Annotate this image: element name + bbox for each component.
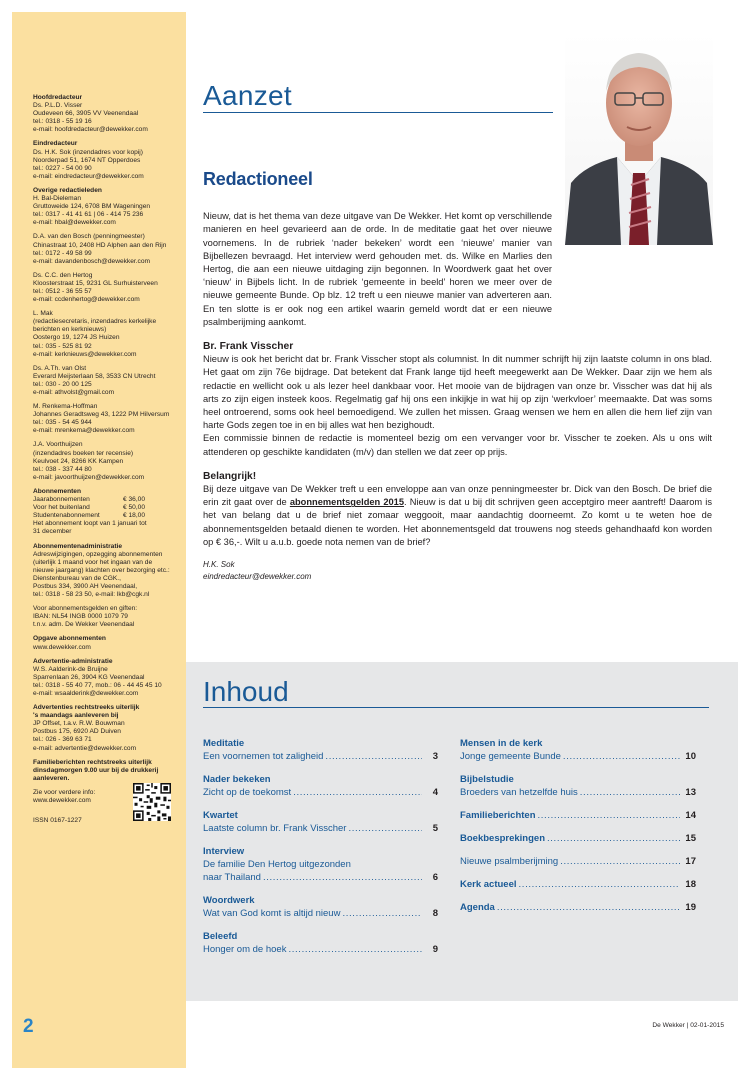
toc-leader-dots	[538, 809, 681, 822]
toc-entry-title[interactable]: Kerk actueel	[460, 879, 517, 890]
qr-code-icon[interactable]	[133, 783, 171, 821]
aanzet-title: Aanzet	[203, 80, 292, 111]
colophon-block	[33, 543, 183, 600]
colophon-block	[33, 759, 183, 783]
toc-entry[interactable]	[460, 901, 696, 914]
colophon-block	[33, 272, 183, 304]
section-heading-belangrijk: Belangrijk!	[203, 470, 257, 482]
toc-section	[460, 901, 696, 914]
toc-leader-dots	[560, 855, 680, 868]
colophon-heading: Familieberichten rechtstreeks uiterlijk	[33, 758, 152, 766]
colophon-block	[33, 441, 183, 481]
toc-section	[203, 809, 438, 835]
colophon-line: tel.: 030 - 20 00 125	[33, 380, 92, 388]
colophon-line: (uiterlijk 1 maand voor het ingaan van de	[33, 558, 153, 566]
toc-entry[interactable]	[460, 878, 696, 891]
colophon-line: Keulvoet 24, 8266 KK Kampen	[33, 457, 124, 465]
colophon-block	[33, 140, 183, 180]
toc-page-number: 3	[432, 751, 438, 762]
toc-section	[203, 930, 438, 956]
colophon-line: t.n.v. adm. De Wekker Veenendaal	[33, 621, 135, 629]
colophon-block	[33, 310, 183, 359]
toc-entry-title[interactable]: Boekbesprekingen	[460, 833, 545, 844]
colophon-line: Postbus 175, 6920 AD Duiven	[33, 728, 121, 736]
colophon-line: tel.: 0318 - 55 19 16	[33, 118, 92, 126]
info-link[interactable]: www.dewekker.com	[33, 797, 91, 805]
contact-link[interactable]: e-mail: hoofdredacteur@dewekker.com	[33, 126, 148, 134]
title-rule	[203, 112, 553, 113]
toc-section-title: Interview	[203, 846, 245, 857]
toc-left-column	[203, 737, 438, 966]
contact-link[interactable]: e-mail: javoorthuijzen@dewekker.com	[33, 473, 145, 481]
colophon-line: Kloosterstraat 15, 9231 GL Surhuisterveen	[33, 279, 158, 287]
price-row: Studentenabonnement € 18,00	[33, 512, 145, 520]
colophon-line: Everard Meijsterlaan 58, 3533 CN Utrecht	[33, 372, 156, 380]
contact-link[interactable]: e-mail: advertentie@dewekker.com	[33, 744, 137, 752]
colophon-line: berichten en kerknieuws)	[33, 326, 107, 334]
contact-link[interactable]: e-mail: mrenkema@dewekker.com	[33, 427, 135, 435]
toc-section	[203, 737, 438, 763]
colophon-block	[33, 94, 183, 134]
subscription-note: Het abonnement loopt van 1 januari tot	[33, 520, 147, 528]
info-line: Zie voor verdere info:	[33, 788, 96, 796]
colophon-heading: 's maandags aanleveren bij	[33, 712, 119, 720]
colophon-heading: Eindredacteur	[33, 140, 78, 148]
colophon-line: Oudeveen 66, 3905 VV Veenendaal	[33, 110, 139, 118]
table-of-contents	[186, 662, 738, 1001]
colophon-block	[33, 233, 183, 265]
toc-entry[interactable]	[203, 943, 438, 956]
signature	[203, 559, 712, 583]
footer-issue-info: De Wekker | 02-01-2015	[652, 1022, 724, 1029]
issn: ISSN 0167-1227	[33, 817, 82, 825]
toc-leader-dots	[519, 878, 680, 891]
toc-entry-title[interactable]: Laatste column br. Frank Visscher	[203, 823, 347, 834]
contact-link[interactable]: e-mail: eindredacteur@dewekker.com	[33, 172, 144, 180]
toc-page-number: 19	[685, 902, 696, 913]
toc-section	[203, 894, 438, 920]
contact-link[interactable]: tel.: 0318 - 58 23 50, e-mail: lkb@cgk.nl	[33, 591, 150, 599]
toc-leader-dots	[342, 907, 422, 920]
price-row: Jaarabonnementen € 36,00	[33, 496, 145, 504]
colophon-line: M. Renkema-Hoffman	[33, 403, 98, 411]
toc-leader-dots	[288, 943, 422, 956]
toc-entry[interactable]	[203, 822, 438, 835]
subscription-fees-link[interactable]: abonnementsgelden 2015	[289, 497, 405, 508]
colophon-line: Postbus 334, 3900 AH Veenendaal,	[33, 582, 138, 590]
toc-page-number: 8	[432, 908, 438, 919]
contact-link[interactable]: www.dewekker.com	[33, 643, 91, 651]
toc-leader-dots	[293, 786, 422, 799]
contact-link[interactable]: e-mail: athvolst@gmail.com	[33, 389, 115, 396]
toc-section	[203, 773, 438, 799]
toc-leader-dots	[497, 901, 680, 914]
subscriptions-block	[33, 488, 183, 537]
colophon-heading: Advertenties rechtstreeks uiterlijk	[33, 704, 140, 712]
toc-page-number: 10	[685, 751, 696, 762]
colophon-line: Ds. A.Th. van Olst	[33, 364, 87, 372]
colophon-line: Ds. H.K. Sok (inzendadres voor kopij)	[33, 148, 143, 156]
toc-section	[460, 855, 696, 868]
colophon-line: nieuwe jaargang) klachten over bezorging etc.:	[33, 566, 170, 574]
toc-page-number: 6	[432, 872, 438, 883]
toc-page-number: 18	[685, 879, 696, 890]
colophon-block	[33, 635, 183, 651]
toc-section	[460, 773, 696, 799]
colophon-block	[33, 403, 183, 435]
contact-link[interactable]: e-mail: kerknieuws@dewekker.com	[33, 350, 137, 358]
colophon-line: Ds. P.L.D. Visser	[33, 102, 83, 110]
toc-entry[interactable]	[203, 871, 438, 884]
editorial-heading: Redactioneel	[203, 169, 313, 189]
colophon-block	[33, 187, 183, 227]
toc-page-number: 13	[685, 787, 696, 798]
section-heading-frank-visscher: Br. Frank Visscher	[203, 341, 294, 353]
colophon-block	[33, 605, 183, 629]
colophon-line: Adreswijzigingen, opzegging abonnementen	[33, 550, 163, 558]
toc-entry-title[interactable]: Nieuwe psalmberijming	[460, 856, 559, 867]
colophon-contacts	[33, 94, 183, 482]
contact-link[interactable]: e-mail: ccdenhertog@dewekker.com	[33, 296, 140, 304]
colophon-line: W.S. Aalderink-de Bruijne	[33, 665, 108, 673]
toc-entry-title[interactable]: Agenda	[460, 902, 495, 913]
colophon-heading: Hoofdredacteur	[33, 94, 83, 101]
toc-page-number: 4	[432, 787, 438, 798]
colophon-heading: Abonnementenadministratie	[33, 542, 123, 550]
toc-entry[interactable]	[460, 750, 696, 763]
toc-leader-dots	[263, 871, 422, 884]
colophon-line: tel.: 026 - 369 63 71	[33, 736, 92, 744]
colophon-sidebar	[12, 12, 186, 1068]
colophon-line: tel.: 038 - 337 44 80	[33, 465, 92, 473]
colophon-line: Ds. C.C. den Hertog	[33, 271, 93, 279]
colophon-heading: Opgave abonnementen	[33, 635, 106, 643]
toc-page-number: 17	[685, 856, 696, 867]
colophon-line: tel.: 0227 - 54 00 90	[33, 164, 92, 172]
toc-section	[460, 832, 696, 845]
colophon-heading: aanleveren.	[33, 774, 70, 782]
paragraph-frank-visscher: Nieuw is ook het bericht dat br. Frank Visscher stopt als columnist. In dit nummer schrijft hij zijn laatste column in ons blad. Het gaat om zijn 76e bijdrage. Dat betekent dat Frank lange tijd heeft meegewerkt aan De Wekker. Daar zijn we hem als redactie en wellicht ook u als lezer heel dankbaar voor. Het mooie van de bijdragen van onze br. Visscher was dat hij als arts zo zijn eigen insteek koos. Regelmatig gaf hij ons een inkijkje in wat hij op zijn ‘werkvloer’ meemaakte. Dat was soms heel ontroerend, soms ook heel bemoedigend. We zullen het missen. Graag wensen we hem en allen die hem lief zijn van harte Gods zegen toe in en bij alles wat hen bezighoudt.	[203, 354, 712, 431]
toc-section	[460, 809, 696, 822]
colophon-line: tel.: 0512 - 36 55 57	[33, 287, 92, 295]
colophon-block	[33, 365, 183, 397]
colophon-line: tel.: 0317 - 41 41 61 | 06 - 414 75 236	[33, 211, 144, 219]
toc-rule	[203, 707, 709, 708]
toc-entry-line[interactable]: De familie Den Hertog uitgezonden	[203, 859, 351, 870]
colophon-line: J.A. Voorthuijzen	[33, 441, 83, 449]
colophon-line: Sparrenlaan 26, 3904 KG Veenendaal	[33, 673, 145, 681]
toc-entry[interactable]	[203, 786, 438, 799]
toc-leader-dots	[563, 750, 680, 763]
toc-section-title: Woordwerk	[203, 895, 255, 906]
toc-section-title: Kwartet	[203, 810, 238, 821]
colophon-line: Gruttoweide 124, 6708 BM Wageningen	[33, 203, 151, 211]
subscription-note: 31 december	[33, 528, 72, 536]
colophon-heading: dinsdagmorgen 9.00 uur bij de drukkerij	[33, 766, 159, 774]
toc-entry[interactable]	[460, 832, 696, 845]
contact-link[interactable]: e-mail: wsaalderink@dewekker.com	[33, 690, 139, 697]
toc-page-number: 9	[432, 944, 438, 955]
colophon-line: tel.: 0172 - 49 58 99	[33, 249, 92, 257]
colophon-admin	[33, 543, 183, 783]
colophon	[33, 94, 183, 829]
inhoud-title: Inhoud	[203, 676, 289, 707]
colophon-heading: Overige redactieleden	[33, 186, 102, 194]
toc-entry-title[interactable]: Zicht op de toekomst	[203, 787, 292, 798]
editorial-article	[203, 169, 712, 583]
toc-page-number: 15	[685, 833, 696, 844]
toc-section-title: Nader bekeken	[203, 774, 271, 785]
contact-link[interactable]: e-mail: davandenbosch@dewekker.com	[33, 257, 151, 265]
toc-entry-title[interactable]: naar Thailand	[203, 872, 261, 883]
toc-entry-title[interactable]: Jonge gemeente Bunde	[460, 751, 561, 762]
info-row	[33, 789, 183, 825]
colophon-line: JP Offset, t.a.v. R.W. Bouwman	[33, 720, 125, 728]
toc-leader-dots	[547, 832, 680, 845]
colophon-block	[33, 704, 183, 753]
subscriptions-heading: Abonnementen	[33, 487, 81, 495]
toc-leader-dots	[325, 750, 422, 763]
toc-page-number: 14	[685, 810, 696, 821]
toc-entry[interactable]	[460, 786, 696, 799]
toc-section-title: Mensen in de kerk	[460, 738, 543, 749]
colophon-line: Oostergo 19, 1274 JS Huizen	[33, 334, 120, 342]
colophon-line: L. Mak	[33, 310, 53, 318]
signature-name: H.K. Sok	[203, 560, 235, 570]
colophon-line: IBAN: NL54 INGB 0000 1079 79	[33, 613, 128, 621]
colophon-line: D.A. van den Bosch (penningmeester)	[33, 233, 145, 241]
toc-entry[interactable]	[203, 907, 438, 920]
toc-section-title: Bijbelstudie	[460, 774, 514, 785]
colophon-block	[33, 658, 183, 698]
colophon-heading: Advertentie-administratie	[33, 657, 113, 665]
colophon-line: Noorderpad 51, 1674 NT Opperdoes	[33, 156, 141, 164]
toc-section-title: Meditatie	[203, 738, 245, 749]
toc-leader-dots	[348, 822, 422, 835]
toc-right-column	[460, 737, 696, 924]
toc-entry-title[interactable]: Familieberichten	[460, 810, 536, 821]
colophon-line: Dienstenbureau van de CGK.,	[33, 574, 121, 582]
toc-leader-dots	[580, 786, 680, 799]
toc-page-number: 5	[432, 823, 438, 834]
paragraph-committee: Een commissie binnen de redactie is momenteel bezig om een vervanger voor br. Visscher te zoeken. Als u ons wilt attenderen op geschikte kandidaten (m/v) dan stellen we dat zeer op prijs.	[203, 433, 712, 457]
colophon-line: tel.: 0318 - 55 40 77, mob.: 06 - 44 45 45 10	[33, 681, 162, 689]
toc-section	[203, 845, 438, 884]
signature-email[interactable]: eindredacteur@dewekker.com	[203, 572, 312, 582]
colophon-line: Chinastraat 10, 2408 HD Alphen aan den Rijn	[33, 241, 167, 249]
toc-entry-title[interactable]: Broeders van hetzelfde huis	[460, 787, 578, 798]
toc-entry-title[interactable]: Wat van God komt is altijd nieuw	[203, 908, 341, 919]
toc-section-title: Beleefd	[203, 931, 238, 942]
toc-entry[interactable]	[460, 809, 696, 822]
intro-paragraph: Nieuw, dat is het thema van deze uitgave van De Wekker. Het komt op verschillende manieren en heel gevarieerd aan de orde. In de meditatie gaat het over nieuwe voornemens. In de rubriek ‘nader bekeken’ wordt een ‘nieuwe’ manier van Bijbellezen bevraagd. Het interview werd gehouden met. ds. Wilke en Marlies den Hertog, die aan een nieuwe uitdaging zijn begonnen. In Woordwerk gaat het over ‘nieuw’ in Bijbels licht. In de rubriek ‘gemeente in beeld’ horen we meer over de nieuwe gemeente Bunde. Op blz. 12 treft u een nieuwe manier van adverteren aan. En ten slotte is er ook nog een artikel waarin gemeld wordt dat er een nieuwe psalmberijming aankomt.	[203, 211, 552, 327]
toc-section	[460, 737, 696, 763]
toc-section	[460, 878, 696, 891]
colophon-line: Johannes Geradtsweg 43, 1222 PM Hilversum	[33, 411, 170, 419]
toc-entry-title[interactable]: Honger om de hoek	[203, 944, 287, 955]
paragraph-belangrijk: Bij deze uitgave van De Wekker treft u een enveloppe aan van onze penningmeester br. Dick van den Bosch. De brief die erin zit gaat over de abonnementsgelden 2015. Nieuw is dat u bij dit schrijven geen acceptgiro meer aantreft! Daarom is het van belang dat u de brief niet zomaar weggooit, maar aandachtig doorneemt. Zo komt u te weten hoe de abonnementsgelden betaald dienen te worden. Het abonnementsgeld dat trouwens nog steeds gehandhaafd kon worden op € 36,-. Wilt u a.u.b. goede nota nemen van de brief?	[203, 484, 712, 547]
toc-entry-title[interactable]: Een voornemen tot zaligheid	[203, 751, 324, 762]
colophon-line: (redactiesecretaris, inzendadres kerkelijke	[33, 318, 157, 326]
colophon-line: H. Bal-Dieleman	[33, 195, 82, 203]
toc-entry[interactable]	[460, 855, 696, 868]
colophon-line: (inzendadres boeken ter recensie)	[33, 449, 134, 457]
contact-link[interactable]: e-mail: hbal@dewekker.com	[33, 219, 116, 227]
colophon-line: tel.: 035 - 525 81 92	[33, 342, 92, 350]
colophon-line: Voor abonnementsgelden en giften:	[33, 605, 138, 613]
colophon-line: tel.: 035 - 54 45 944	[33, 419, 92, 427]
page-number: 2	[23, 1016, 34, 1037]
toc-entry[interactable]	[203, 750, 438, 763]
price-row: Voor het buitenland € 50,00	[33, 504, 145, 512]
